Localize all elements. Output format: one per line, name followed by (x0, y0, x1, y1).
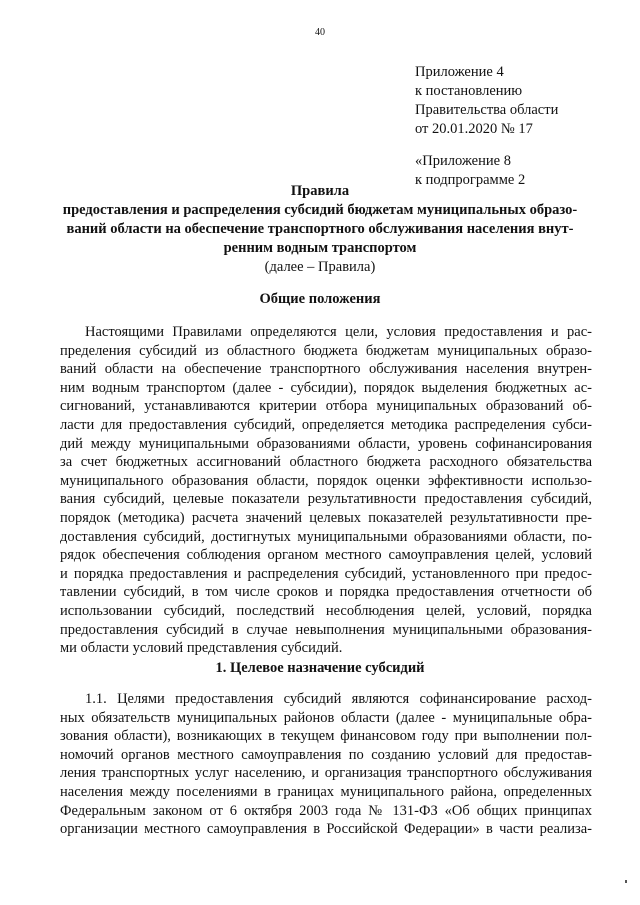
general-provisions-paragraph (60, 323, 592, 658)
text-line: ления транспортных услуг населению, и организация транспортного обслуживания (60, 765, 592, 782)
text-line: муниципального образования области, порядок оценки эффективности использо- (60, 472, 592, 489)
text-line: предоставления субсидий в случае невыполнения муниципальными образования- (60, 621, 592, 638)
text-line: использовании субсидий, последствий несоблюдения целей, условий, порядка (60, 602, 592, 619)
text-line: ласти для предоставления субсидий, определяется методика распределения субси- (60, 416, 592, 433)
title-note: (далее – Правила) (264, 259, 376, 275)
text-line: доставления субсидий, достигнутых муниципальными образованиями области, по- (60, 528, 592, 545)
text-line: сигнований, устанавливаются критерии отбора муниципальных образований об- (60, 398, 592, 415)
document-title (40, 182, 600, 277)
text-line: рядок обеспечения соблюдения органом местного самоуправления целей, условий (60, 547, 592, 564)
text-line: ним водным транспортом (далее - субсидии), порядок выделения бюджетных ас- (60, 379, 592, 396)
text-line: дий между муниципальными образованиями области, уровень софинансирования (60, 435, 592, 452)
appendix-4-header (415, 63, 558, 139)
page-number: 40 (315, 27, 325, 38)
text-line: ваний области на обеспечение транспортного обслуживания населения внутрен- (60, 361, 592, 378)
text-line: Федеральным законом от 6 октября 2003 года № 131-ФЗ «Об общих принципах (60, 802, 592, 819)
text-line: пределения субсидий из областного бюджета бюджетам муниципальных образо- (60, 342, 592, 359)
text-line: ных обязательств муниципальных районов области (далее - муниципальные обра- (60, 709, 592, 726)
text-line: Настоящими Правилами определяются цели, условия предоставления и рас- (85, 324, 592, 340)
appendix-line: Правительства области (415, 102, 559, 118)
text-line: населения между поселениями в границах муниципального района, определенных (60, 783, 592, 800)
section-1-heading: 1. Целевое назначение субсидий (215, 660, 425, 676)
text-line: вания субсидий, целевые показатели результативности предоставления субсидий, (60, 491, 592, 508)
text-line: порядок (методика) расчета значений целевых показателей результативности пре- (60, 509, 592, 526)
appendix-line: Приложение 4 (415, 64, 504, 80)
title-heading: Правила (290, 183, 350, 199)
text-line: зования области), возникающих в текущем финансовом году при выполнении пол- (60, 728, 592, 745)
appendix-line: от 20.01.2020 № 17 (415, 121, 533, 137)
appendix-line: к подпрограмме 2 (415, 172, 526, 188)
title-line: предоставления и распределения субсидий бюджетам муниципальных образо- (62, 202, 578, 218)
text-line: тавлении субсидий, в том числе сроков и порядка предоставления отчетности об (60, 584, 592, 601)
text-line: организации местного самоуправления в Российской Федерации» в части реализа- (60, 821, 592, 838)
appendix-line: «Приложение 8 (415, 153, 511, 169)
title-line: ваний области на обеспечение транспортного обслуживания населения внут- (66, 221, 574, 237)
text-line: за счет бюджетных ассигнований областного бюджета расходного обязательства (60, 454, 592, 471)
scan-edge-mark (625, 880, 627, 883)
section-1-paragraph (60, 690, 592, 839)
title-line: ренним водным транспортом (223, 240, 417, 256)
text-line: и порядка предоставления и распределения субсидий, установленного при предос- (60, 565, 592, 582)
text-line: 1.1. Целями предоставления субсидий являются софинансирование расход- (85, 691, 592, 707)
text-line: ми области условий представления субсидий. (60, 640, 343, 657)
appendix-line: к постановлению (415, 83, 523, 99)
general-provisions-heading: Общие положения (259, 291, 381, 307)
text-line: номочий органов местного самоуправления по созданию условий для предостав- (60, 746, 592, 763)
